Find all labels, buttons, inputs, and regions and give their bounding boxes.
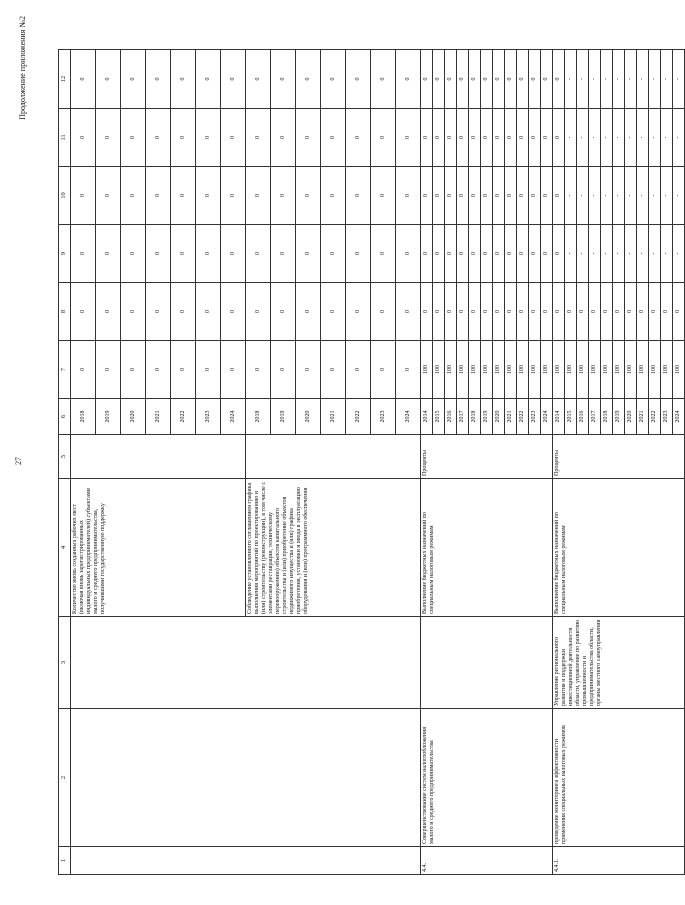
value-cell: 0 <box>171 341 196 399</box>
value-cell: 0 <box>433 167 445 225</box>
value-cell: 0 <box>71 167 96 225</box>
value-cell: 0 <box>625 283 637 341</box>
value-cell: 0 <box>246 167 271 225</box>
indicators-table <box>58 49 685 875</box>
value-cell: 0 <box>493 167 505 225</box>
year-cell: 2023 <box>371 399 396 435</box>
year-cell: 2023 <box>661 399 673 435</box>
executor: Управление регионального развития и поддержки инвестиционной деятельности области, управление по развитию промышленности и предпринимательства области, органы местного самоуправления <box>553 617 685 709</box>
value-cell: 0 <box>457 50 469 109</box>
value-cell: 100 <box>613 341 625 399</box>
year-cell: 2022 <box>649 399 661 435</box>
value-cell: 100 <box>505 341 517 399</box>
section-number <box>71 847 421 875</box>
value-cell: 0 <box>196 283 221 341</box>
value-cell: 0 <box>71 50 96 109</box>
value-cell: - <box>577 109 589 167</box>
value-cell: 0 <box>321 167 346 225</box>
value-cell: 0 <box>469 50 481 109</box>
value-cell: - <box>625 50 637 109</box>
year-cell: 2022 <box>517 399 529 435</box>
year-cell: 2020 <box>296 399 321 435</box>
value-cell: 0 <box>481 50 493 109</box>
column-number-3: 3 <box>59 617 71 709</box>
value-cell: 100 <box>445 341 457 399</box>
year-cell: 2021 <box>321 399 346 435</box>
value-cell: 0 <box>481 283 493 341</box>
value-cell: 0 <box>346 283 371 341</box>
value-cell: 0 <box>296 283 321 341</box>
value-cell: 0 <box>517 225 529 283</box>
value-cell: 0 <box>396 341 421 399</box>
value-cell: 0 <box>196 50 221 109</box>
value-cell: 0 <box>517 109 529 167</box>
year-cell: 2019 <box>613 399 625 435</box>
value-cell: - <box>601 109 613 167</box>
value-cell: 0 <box>371 167 396 225</box>
value-cell: 100 <box>541 341 553 399</box>
year-cell: 2019 <box>96 399 121 435</box>
value-cell: 0 <box>421 225 433 283</box>
value-cell: 0 <box>96 167 121 225</box>
value-cell: 100 <box>481 341 493 399</box>
value-cell: 0 <box>457 109 469 167</box>
value-cell: - <box>565 109 577 167</box>
value-cell: 0 <box>396 283 421 341</box>
value-cell: 0 <box>553 167 565 225</box>
table-row <box>553 50 565 875</box>
value-cell: - <box>613 225 625 283</box>
executor <box>71 617 421 709</box>
value-cell: - <box>577 225 589 283</box>
value-cell: 0 <box>445 109 457 167</box>
value-cell: 0 <box>96 109 121 167</box>
value-cell: 0 <box>121 341 146 399</box>
year-cell: 2017 <box>589 399 601 435</box>
year-cell: 2024 <box>396 399 421 435</box>
value-cell: 0 <box>469 283 481 341</box>
column-number-2: 2 <box>59 709 71 847</box>
value-cell: 100 <box>589 341 601 399</box>
value-cell: 0 <box>121 109 146 167</box>
value-cell: 100 <box>517 341 529 399</box>
column-number-12: 12 <box>59 50 71 109</box>
value-cell: 0 <box>321 109 346 167</box>
value-cell: 0 <box>445 50 457 109</box>
value-cell: 0 <box>271 50 296 109</box>
value-cell: 0 <box>541 225 553 283</box>
value-cell: 0 <box>96 50 121 109</box>
value-cell: 0 <box>433 50 445 109</box>
column-number-5: 5 <box>59 435 71 479</box>
value-cell: 0 <box>196 109 221 167</box>
unit: Проценты <box>553 435 685 479</box>
year-cell: 2018 <box>246 399 271 435</box>
year-cell: 2017 <box>457 399 469 435</box>
value-cell: 0 <box>421 109 433 167</box>
value-cell: 0 <box>346 109 371 167</box>
value-cell: 0 <box>493 109 505 167</box>
value-cell: 0 <box>121 225 146 283</box>
value-cell: 0 <box>171 225 196 283</box>
value-cell: 0 <box>541 283 553 341</box>
section-number: 4.4.1. <box>553 847 685 875</box>
value-cell: 0 <box>371 225 396 283</box>
column-number-11: 11 <box>59 109 71 167</box>
value-cell: 0 <box>71 225 96 283</box>
value-cell: - <box>661 109 673 167</box>
value-cell: 100 <box>421 341 433 399</box>
value-cell: - <box>649 167 661 225</box>
value-cell: 0 <box>121 167 146 225</box>
section-number: 4.4. <box>421 847 553 875</box>
value-cell: 0 <box>346 50 371 109</box>
value-cell: 0 <box>421 283 433 341</box>
value-cell: - <box>637 225 649 283</box>
value-cell: 0 <box>221 225 246 283</box>
unit: Проценты <box>421 435 553 479</box>
section-name: Совершенствование систем налогообложения малого и среднего предпринимательства <box>421 709 553 847</box>
column-number-9: 9 <box>59 225 71 283</box>
value-cell: - <box>649 50 661 109</box>
year-cell: 2016 <box>577 399 589 435</box>
value-cell: 0 <box>481 225 493 283</box>
value-cell: 0 <box>529 50 541 109</box>
value-cell: 0 <box>505 50 517 109</box>
year-cell: 2019 <box>481 399 493 435</box>
value-cell: 0 <box>146 225 171 283</box>
value-cell: - <box>565 225 577 283</box>
value-cell: - <box>589 225 601 283</box>
value-cell: 0 <box>541 50 553 109</box>
year-cell: 2014 <box>553 399 565 435</box>
year-cell: 2015 <box>433 399 445 435</box>
value-cell: 0 <box>96 225 121 283</box>
section-name <box>71 709 421 847</box>
value-cell: - <box>577 167 589 225</box>
column-number-1: 1 <box>59 847 71 875</box>
value-cell: 0 <box>421 50 433 109</box>
value-cell: 0 <box>271 109 296 167</box>
value-cell: 0 <box>433 283 445 341</box>
value-cell: 0 <box>396 225 421 283</box>
column-number-10: 10 <box>59 167 71 225</box>
value-cell: 0 <box>71 341 96 399</box>
value-cell: 100 <box>565 341 577 399</box>
value-cell: 0 <box>271 283 296 341</box>
value-cell: 0 <box>505 167 517 225</box>
table-row <box>71 50 96 875</box>
value-cell: - <box>613 50 625 109</box>
value-cell: 0 <box>493 283 505 341</box>
value-cell: - <box>637 167 649 225</box>
year-cell: 2018 <box>469 399 481 435</box>
appendix-note: Продолжение приложения №2 <box>18 16 27 120</box>
value-cell: 100 <box>493 341 505 399</box>
value-cell: - <box>661 50 673 109</box>
year-cell: 2023 <box>529 399 541 435</box>
value-cell: 0 <box>146 341 171 399</box>
value-cell: 0 <box>246 109 271 167</box>
value-cell: - <box>673 167 685 225</box>
value-cell: 0 <box>221 50 246 109</box>
value-cell: 100 <box>637 341 649 399</box>
value-cell: 0 <box>246 341 271 399</box>
year-cell: 2021 <box>637 399 649 435</box>
value-cell: - <box>577 50 589 109</box>
value-cell: 0 <box>371 283 396 341</box>
column-number-7: 7 <box>59 341 71 399</box>
value-cell: 0 <box>553 225 565 283</box>
value-cell: 0 <box>271 341 296 399</box>
value-cell: - <box>613 109 625 167</box>
value-cell: 0 <box>221 341 246 399</box>
value-cell: 0 <box>321 225 346 283</box>
value-cell: - <box>601 50 613 109</box>
value-cell: 0 <box>517 283 529 341</box>
value-cell: 0 <box>661 283 673 341</box>
value-cell: 0 <box>493 225 505 283</box>
value-cell: 0 <box>649 283 661 341</box>
value-cell: 0 <box>481 167 493 225</box>
value-cell: 0 <box>96 341 121 399</box>
value-cell: 0 <box>321 283 346 341</box>
value-cell: - <box>673 109 685 167</box>
value-cell: 0 <box>146 109 171 167</box>
value-cell: 0 <box>553 283 565 341</box>
value-cell: 0 <box>371 50 396 109</box>
year-cell: 2024 <box>673 399 685 435</box>
value-cell: 0 <box>637 283 649 341</box>
column-number-8: 8 <box>59 283 71 341</box>
value-cell: 0 <box>553 109 565 167</box>
value-cell: 0 <box>196 341 221 399</box>
value-cell: 0 <box>246 50 271 109</box>
value-cell: 0 <box>529 225 541 283</box>
value-cell: 0 <box>396 50 421 109</box>
value-cell: 0 <box>517 50 529 109</box>
value-cell: 0 <box>171 167 196 225</box>
value-cell: 0 <box>433 109 445 167</box>
unit <box>71 435 246 479</box>
value-cell: 0 <box>469 225 481 283</box>
value-cell: - <box>661 167 673 225</box>
value-cell: 0 <box>121 50 146 109</box>
value-cell: 0 <box>529 283 541 341</box>
unit <box>246 435 421 479</box>
value-cell: - <box>565 50 577 109</box>
value-cell: 0 <box>146 283 171 341</box>
value-cell: 0 <box>271 225 296 283</box>
value-cell: 100 <box>433 341 445 399</box>
value-cell: 0 <box>246 283 271 341</box>
value-cell: 100 <box>601 341 613 399</box>
value-cell: - <box>673 50 685 109</box>
year-cell: 2019 <box>271 399 296 435</box>
value-cell: - <box>625 109 637 167</box>
value-cell: - <box>649 225 661 283</box>
column-numbers-row <box>59 50 71 875</box>
value-cell: - <box>589 167 601 225</box>
executor <box>421 617 553 709</box>
value-cell: 100 <box>469 341 481 399</box>
value-cell: 100 <box>457 341 469 399</box>
value-cell: - <box>565 167 577 225</box>
value-cell: 0 <box>171 283 196 341</box>
value-cell: 100 <box>625 341 637 399</box>
value-cell: 0 <box>296 50 321 109</box>
value-cell: 0 <box>529 167 541 225</box>
value-cell: 0 <box>346 225 371 283</box>
value-cell: 0 <box>296 109 321 167</box>
year-cell: 2021 <box>146 399 171 435</box>
value-cell: 0 <box>445 225 457 283</box>
value-cell: 0 <box>221 167 246 225</box>
value-cell: - <box>661 225 673 283</box>
value-cell: 0 <box>613 283 625 341</box>
value-cell: 0 <box>196 225 221 283</box>
indicator-name: Выполнение бюджетных назначений по специальным налоговым режимам <box>553 479 685 617</box>
value-cell: 0 <box>481 109 493 167</box>
value-cell: 0 <box>146 50 171 109</box>
value-cell: 0 <box>505 283 517 341</box>
value-cell: 0 <box>171 109 196 167</box>
indicator-name: Количество вновь созданных рабочих мест (включая вновь зарегистрированных индивидуальных предпринимателей) субъектами малого и среднего предпринимательства, получившими государственную поддержку <box>71 479 246 617</box>
year-cell: 2016 <box>445 399 457 435</box>
year-cell: 2018 <box>601 399 613 435</box>
value-cell: 0 <box>565 283 577 341</box>
year-cell: 2020 <box>625 399 637 435</box>
value-cell: 0 <box>196 167 221 225</box>
page-number: 27 <box>14 457 23 465</box>
table-row <box>421 50 433 875</box>
value-cell: 0 <box>577 283 589 341</box>
year-cell: 2020 <box>121 399 146 435</box>
indicator-name: Соблюдение установленного соглашением графика выполнения мероприятий по проектированию и (или) строительству (реконструкции), в том числе с элементами реставрации, техническому перевооружению) объектов капитального строительства и (или) приобретение объектов недвижимого имущества и (или) графика приобретения, установки и ввода в эксплуатацию оборудования и (или) программного обеспечения <box>246 479 421 617</box>
value-cell: 0 <box>346 341 371 399</box>
value-cell: 0 <box>673 283 685 341</box>
value-cell: - <box>589 109 601 167</box>
year-cell: 2024 <box>221 399 246 435</box>
value-cell: 0 <box>371 109 396 167</box>
value-cell: 0 <box>321 341 346 399</box>
value-cell: 0 <box>601 283 613 341</box>
value-cell: - <box>637 109 649 167</box>
value-cell: 0 <box>553 50 565 109</box>
value-cell: 0 <box>221 283 246 341</box>
value-cell: 100 <box>661 341 673 399</box>
year-cell: 2023 <box>196 399 221 435</box>
value-cell: 100 <box>577 341 589 399</box>
value-cell: - <box>601 225 613 283</box>
value-cell: - <box>625 167 637 225</box>
section-name: проведение мониторинга эффективности применения специальных налоговых режимов <box>553 709 685 847</box>
value-cell: 0 <box>296 225 321 283</box>
value-cell: 0 <box>445 167 457 225</box>
value-cell: 0 <box>71 109 96 167</box>
value-cell: 0 <box>346 167 371 225</box>
value-cell: - <box>613 167 625 225</box>
value-cell: - <box>601 167 613 225</box>
value-cell: 0 <box>121 283 146 341</box>
value-cell: 0 <box>421 167 433 225</box>
value-cell: - <box>589 50 601 109</box>
value-cell: 0 <box>505 225 517 283</box>
year-cell: 2018 <box>71 399 96 435</box>
year-cell: 2014 <box>421 399 433 435</box>
value-cell: 0 <box>517 167 529 225</box>
column-number-4: 4 <box>59 479 71 617</box>
year-cell: 2020 <box>493 399 505 435</box>
value-cell: 0 <box>396 167 421 225</box>
value-cell: 0 <box>96 283 121 341</box>
value-cell: 0 <box>296 341 321 399</box>
value-cell: 0 <box>171 50 196 109</box>
value-cell: 0 <box>589 283 601 341</box>
year-cell: 2022 <box>346 399 371 435</box>
value-cell: 0 <box>321 50 346 109</box>
value-cell: 0 <box>469 109 481 167</box>
value-cell: 0 <box>445 283 457 341</box>
value-cell: 0 <box>296 167 321 225</box>
value-cell: 0 <box>371 341 396 399</box>
value-cell: 0 <box>146 167 171 225</box>
value-cell: 0 <box>71 283 96 341</box>
value-cell: 0 <box>271 167 296 225</box>
year-cell: 2021 <box>505 399 517 435</box>
value-cell: 0 <box>505 109 517 167</box>
value-cell: 0 <box>433 225 445 283</box>
value-cell: 0 <box>396 109 421 167</box>
value-cell: 100 <box>553 341 565 399</box>
value-cell: - <box>673 225 685 283</box>
value-cell: - <box>649 109 661 167</box>
value-cell: 100 <box>673 341 685 399</box>
value-cell: 100 <box>649 341 661 399</box>
indicator-name: Выполнение бюджетных назначений по специальным налоговым режимам <box>421 479 553 617</box>
value-cell: 0 <box>457 225 469 283</box>
value-cell: 0 <box>529 109 541 167</box>
value-cell: - <box>625 225 637 283</box>
value-cell: 0 <box>493 50 505 109</box>
value-cell: - <box>637 50 649 109</box>
value-cell: 0 <box>246 225 271 283</box>
value-cell: 100 <box>529 341 541 399</box>
value-cell: 0 <box>457 167 469 225</box>
column-number-6: 6 <box>59 399 71 435</box>
year-cell: 2015 <box>565 399 577 435</box>
value-cell: 0 <box>541 167 553 225</box>
year-cell: 2022 <box>171 399 196 435</box>
value-cell: 0 <box>541 109 553 167</box>
year-cell: 2024 <box>541 399 553 435</box>
value-cell: 0 <box>221 109 246 167</box>
value-cell: 0 <box>469 167 481 225</box>
value-cell: 0 <box>457 283 469 341</box>
